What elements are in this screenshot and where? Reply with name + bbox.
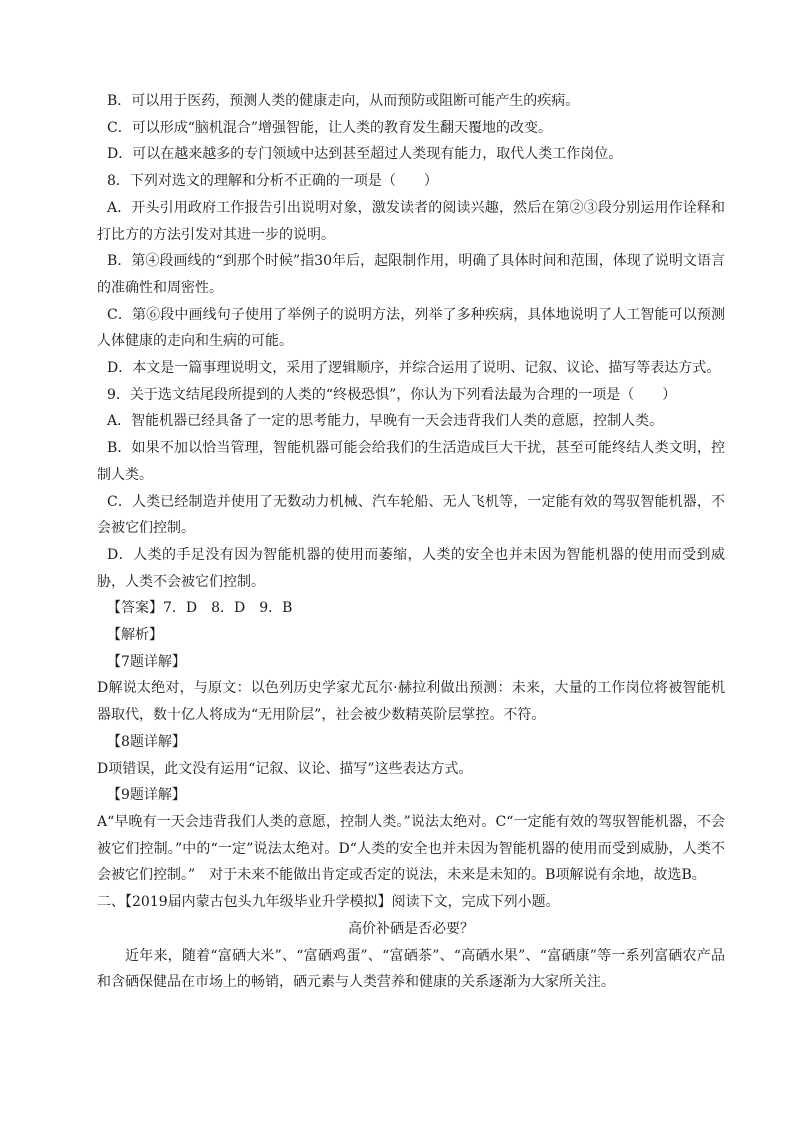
answer-line: 【答案】7．D 8．D 9．B	[107, 600, 293, 617]
q8-explanation: D项错误，此文没有运用“记叙、议论、描写”这些表达方式。	[97, 760, 473, 777]
q8-heading: 【8题详解】	[107, 733, 186, 750]
article-title: 高价补硒是否必要？	[348, 920, 474, 937]
q9-explanation: A“早晚有一天会违背我们人类的意愿，控制人类。”说法太绝对。C“一定能有效的驾驭智能机器，不会被它们控制。”中的“一定”说法太绝对。D“人类的安全也并未因为智能机器的使用而受到威胁，人类不会被它们控制。” 对于未来不能做出肯定或否定的说法，未来是未知的。B项解说有余地，故选B。	[97, 813, 725, 884]
article-paragraph: 近年来，随着“富硒大米”、“富硒鸡蛋”、“富硒茶”、“高硒水果”、“富硒康”等一系列富硒农产品和含硒保健品在市场上的畅销，硒元素与人类营养和健康的关系逐渐为大家所关注。	[97, 947, 725, 991]
section-two-heading: 二、【2019届内蒙古包头九年级毕业升学模拟】阅读下文，完成下列小题。	[97, 894, 560, 911]
option-9d: D．人类的手足没有因为智能机器的使用而萎缩，人类的安全也并未因为智能机器的使用而受到威胁，人类不会被它们控制。	[97, 546, 725, 590]
option-7d: D．可以在越来越多的专门领域中达到甚至超过人类现有能力，取代人类工作岗位。	[107, 146, 623, 163]
option-9c: C．人类已经制造并使用了无数动力机械、汽车轮船、无人飞机等，一定能有效的驾驭智能机器，不会被它们控制。	[97, 493, 725, 537]
q7-explanation: D解说太绝对，与原文：以色列历史学家尤瓦尔·赫拉利做出预测：未来，大量的工作岗位将被智能机器取代，数十亿人将成为“无用阶层”，社会被少数精英阶层掌控。不符。	[97, 680, 725, 724]
option-8b: B．第④段画线的“到那个时候”指30年后，起限制作用，明确了具体时间和范围，体现了说明文语言的准确性和周密性。	[97, 253, 725, 296]
option-9a: A．智能机器已经具备了一定的思考能力，早晚有一天会违背我们人类的意愿，控制人类。	[107, 413, 664, 430]
document-body	[97, 88, 725, 996]
question-8: 8．下列对选文的理解和分析不正确的一项是（ ）	[107, 173, 438, 190]
option-8d: D．本文是一篇事理说明文，采用了逻辑顺序，并综合运用了说明、记叙、议论、描写等表达方式。	[107, 360, 721, 377]
option-8a: A．开头引用政府工作报告引出说明对象，激发读者的阅读兴趣，然后在第②③段分别运用作诠释和打比方的方法引发对其进一步的说明。	[97, 199, 725, 243]
option-8c: C．第⑥段中画线句子使用了举例子的说明方法，列举了多种疾病，具体地说明了人工智能可以预测人体健康的走向和生病的可能。	[97, 306, 725, 350]
question-9: 9．关于选文结尾段所提到的人类的“终极恐惧”，你认为下列看法最为合理的一项是（ ）	[107, 386, 677, 403]
q7-heading: 【7题详解】	[107, 653, 186, 670]
option-7c: C．可以形成“脑机混合”增强智能，让人类的教育发生翻天覆地的改变。	[107, 119, 553, 136]
option-9b: B．如果不加以恰当管理，智能机器可能会给我们的生活造成巨大干扰，甚至可能终结人类文明，控制人类。	[97, 440, 725, 483]
analysis-heading: 【解析】	[107, 627, 163, 644]
q9-heading: 【9题详解】	[107, 787, 186, 804]
option-7b: B．可以用于医药，预测人类的健康走向，从而预防或阻断可能产生的疾病。	[107, 93, 580, 109]
